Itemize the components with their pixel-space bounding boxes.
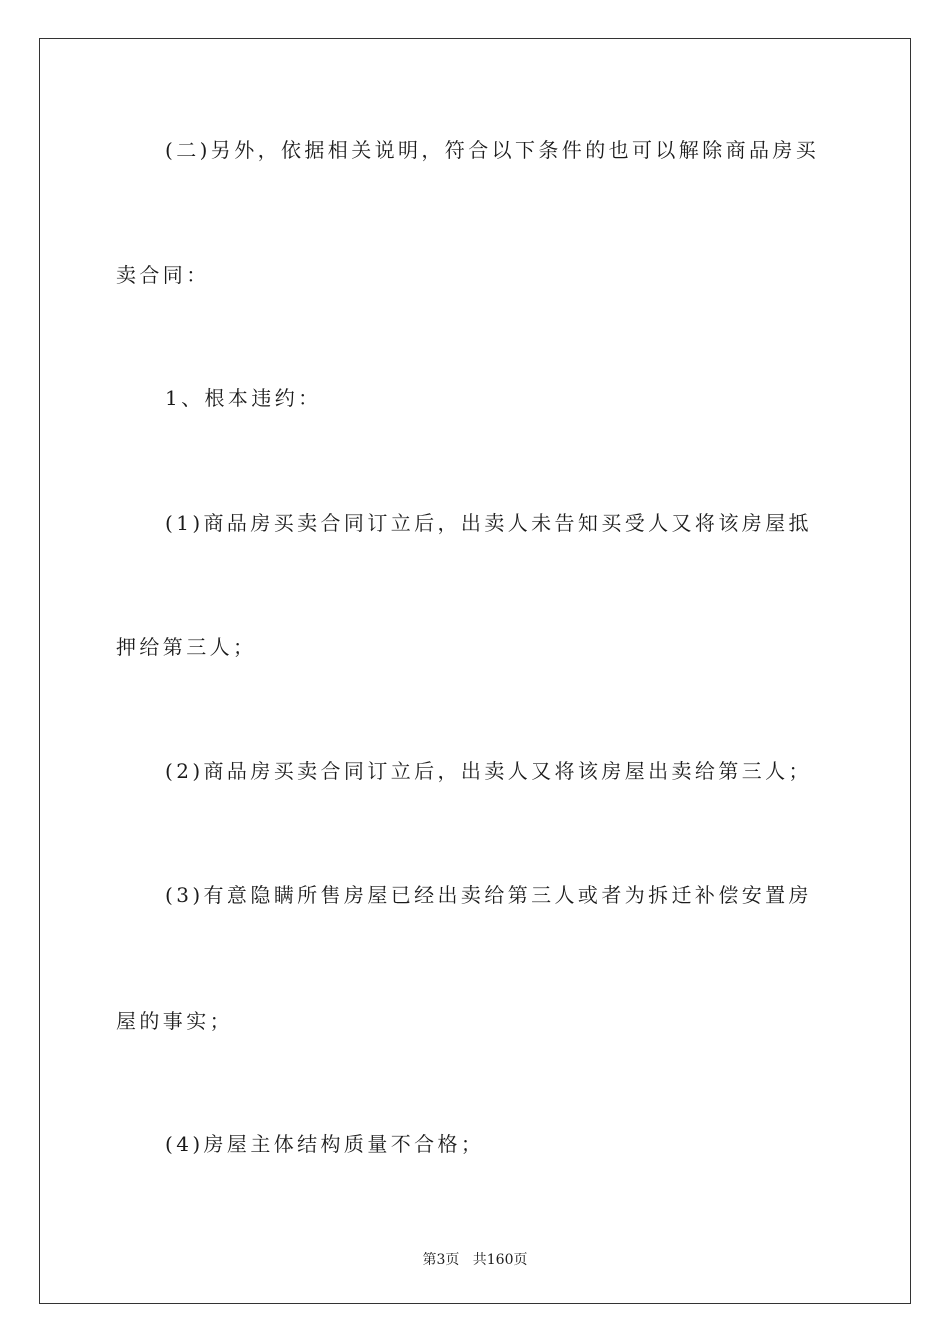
page-frame <box>39 38 911 1304</box>
paragraph-line: (二)另外，依据相关说明，符合以下条件的也可以解除商品房买 <box>165 138 820 162</box>
page-number-footer: 第3页 共160页 <box>422 1252 528 1268</box>
paragraph-line: (1)商品房买卖合同订立后，出卖人未告知买受人又将该房屋抵 <box>165 511 812 535</box>
paragraph-line: (2)商品房买卖合同订立后，出卖人又将该房屋出卖给第三人； <box>165 759 812 783</box>
paragraph-line: 押给第三人； <box>116 635 257 659</box>
paragraph-line: (3)有意隐瞒所售房屋已经出卖给第三人或者为拆迁补偿安置房 <box>165 883 812 907</box>
paragraph-line: (4)房屋主体结构质量不合格； <box>165 1132 485 1156</box>
paragraph-line: 卖合同： <box>116 263 210 287</box>
paragraph-line: 1、根本违约： <box>165 386 322 410</box>
paragraph-line: 屋的事实； <box>116 1009 233 1033</box>
